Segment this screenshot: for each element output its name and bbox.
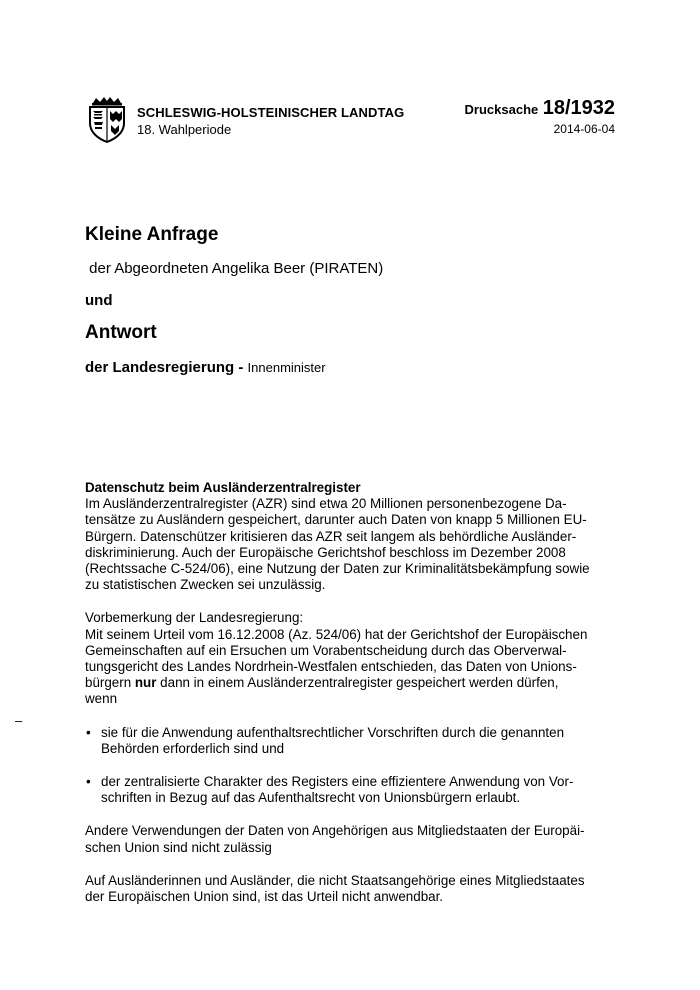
preliminary-heading: Vorbemerkung der Landesregierung:: [85, 610, 304, 626]
parliament-name: SCHLESWIG-HOLSTEINISCHER LANDTAG: [137, 105, 405, 120]
asker-text: der Abgeordneten Angelika Beer (PIRATEN): [89, 260, 384, 277]
text-line: zu statistischen Zwecken sei unzulässig.: [85, 577, 326, 593]
emphasis-nur: nur: [134, 675, 157, 691]
text-line: Andere Verwendungen der Daten von Angehörigen aus Mitgliedstaaten der Europäi-: [85, 823, 585, 839]
text-line: tungsgericht des Landes Nordrhein-Westfalen entschieden, das Daten von Unions-: [85, 659, 577, 675]
text-line: Gemeinschaften auf ein Ersuchen um Vorabentscheidung durch das Oberverwal-: [85, 642, 567, 658]
title-kleine-anfrage: Kleine Anfrage: [85, 224, 219, 245]
document-body: [85, 480, 617, 905]
responder-bold: der Landesregierung -: [85, 359, 244, 376]
printed-matter-number: 18/1932: [542, 97, 615, 119]
text-line: diskriminierung. Auch der Europäische Gerichtshof beschloss im Dezember 2008: [85, 544, 566, 560]
text-line: schriften in Bezug auf das Aufenthaltsrecht von Unionsbürgern erlaubt.: [101, 790, 521, 806]
text-line: schen Union sind nicht zulässig: [85, 839, 272, 855]
text-segment: bürgern: [85, 675, 135, 691]
text-line: wenn: [85, 691, 118, 707]
text-line: der zentralisierte Charakter des Registers eine effizientere Anwendung von Vor-: [101, 774, 574, 790]
paragraph-non-eu: [85, 873, 617, 905]
bullet-icon: •: [86, 724, 91, 740]
text-line: Behörden erforderlich sind und: [101, 740, 285, 756]
text-line: Auf Ausländerinnen und Ausländer, die nicht Staatsangehörige eines Mitgliedstaates: [85, 872, 585, 888]
printed-matter-label: Drucksache: [464, 102, 539, 117]
margin-mark: –: [15, 713, 23, 728]
paragraph-other-uses: [85, 823, 617, 855]
document-date: 2014-06-04: [553, 122, 615, 136]
subject-heading: Datenschutz beim Ausländerzentralregister: [85, 480, 361, 495]
conditions-list: [85, 725, 617, 807]
list-item: [85, 774, 617, 806]
printed-matter: [465, 97, 615, 120]
responder-ministry: Innenminister: [247, 360, 326, 375]
asker-line: [85, 260, 383, 277]
text-line: Bürgern. Datenschützer kritisieren das AZR seit langem als behördliche Ausländer-: [85, 528, 577, 544]
text-line: Im Ausländerzentralregister (AZR) sind etwa 20 Millionen personenbezogene Da-: [85, 496, 567, 512]
coat-of-arms-icon: [87, 97, 127, 143]
title-antwort: Antwort: [85, 322, 157, 343]
responder-line: [85, 359, 326, 376]
legislative-period: 18. Wahlperiode: [137, 122, 232, 137]
text-line: (Rechtssache C-524/06), eine Nutzung der Daten zur Kriminalitätsbekämpfung sowie: [85, 561, 590, 577]
und-line: und: [85, 292, 113, 309]
text-line: Mit seinem Urteil vom 16.12.2008 (Az. 524/06) hat der Gerichtshof der Europäischen: [85, 626, 588, 642]
text-line: tensätze zu Ausländern gespeichert, darunter auch Daten von knapp 5 Millionen EU-: [85, 512, 587, 528]
question-paragraph: [85, 496, 617, 593]
bullet-icon: •: [86, 774, 91, 790]
text-line: der Europäischen Union sind, ist das Urteil nicht anwendbar.: [85, 889, 444, 905]
text-segment: dann in einem Ausländerzentralregister gespeichert werden dürfen,: [156, 675, 559, 691]
list-item: [85, 725, 617, 757]
text-line: sie für die Anwendung aufenthaltsrechtlicher Vorschriften durch die genannten: [101, 724, 565, 740]
preliminary-remark: [85, 610, 617, 707]
